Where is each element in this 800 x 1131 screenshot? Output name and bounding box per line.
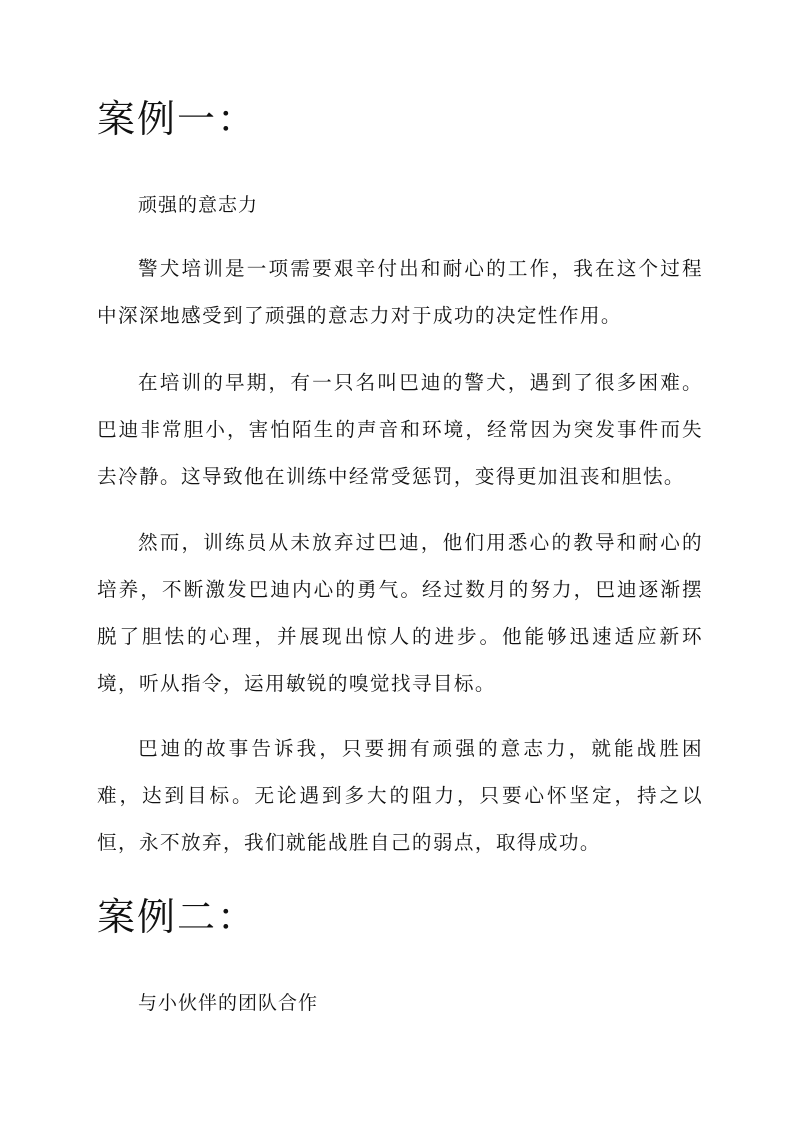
case1-paragraph-3: 然而，训练员从未放弃过巴迪，他们用悉心的教导和耐心的培养，不断激发巴迪内心的勇气。经过数月的努力，巴迪逐渐摆脱了胆怯的心理，并展现出惊人的进步。他能够迅速适应新环境，听从指令，运用敏锐的嗅觉找寻目标。 — [97, 531, 703, 695]
case1-paragraph-2: 在培训的早期，有一只名叫巴迪的警犬，遇到了很多困难。巴迪非常胆小，害怕陌生的声音和环境，经常因为突发事件而失去冷静。这导致他在训练中经常受惩罚，变得更加沮丧和胆怯。 — [97, 371, 703, 488]
case1-paragraph-1: 警犬培训是一项需要艰辛付出和耐心的工作，我在这个过程中深深地感受到了顽强的意志力对于成功的决定性作用。 — [97, 257, 703, 327]
case1-subtitle: 顽强的意志力 — [138, 194, 259, 216]
case2-heading: 案例二： — [97, 895, 258, 939]
case1-heading: 案例一： — [97, 97, 258, 141]
case1-paragraph-4: 巴迪的故事告诉我，只要拥有顽强的意志力，就能战胜困难，达到目标。无论遇到多大的阻力，只要心怀坚定，持之以恒，永不放弃，我们就能战胜自己的弱点，取得成功。 — [97, 737, 703, 854]
case2-subtitle: 与小伙伴的团队合作 — [138, 992, 319, 1014]
